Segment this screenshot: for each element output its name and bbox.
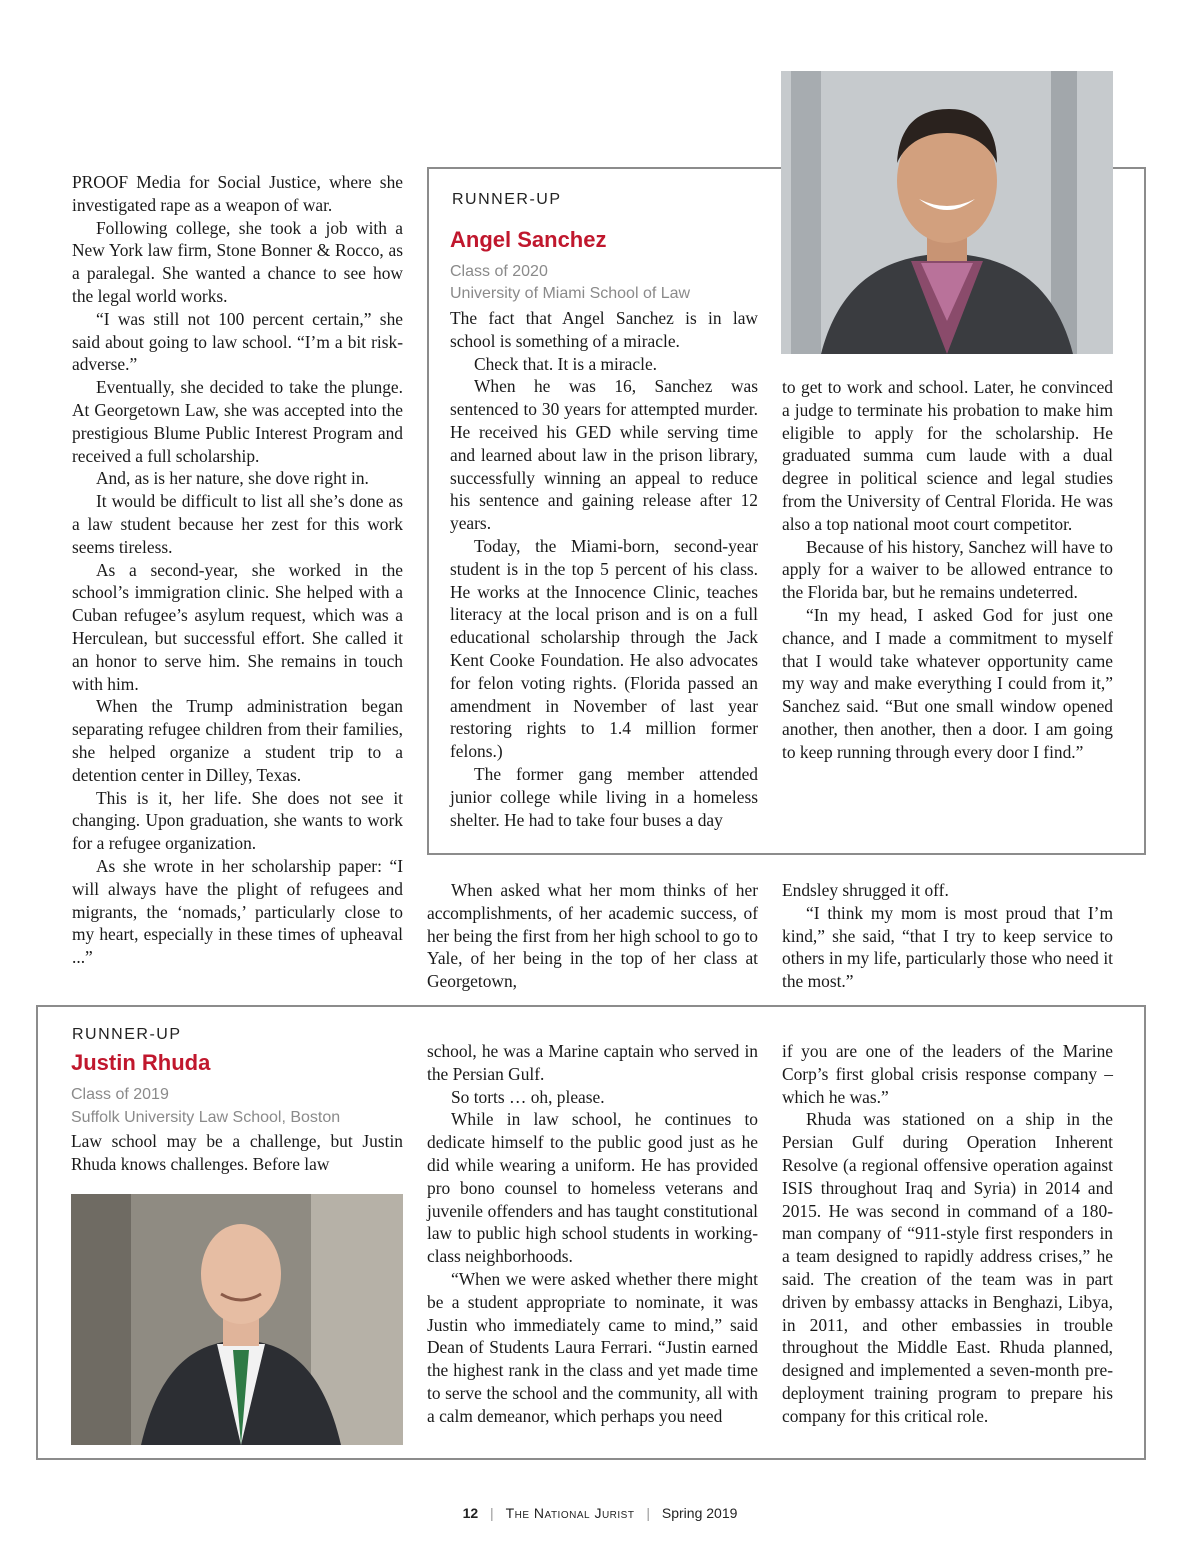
- issue-date: Spring 2019: [661, 1505, 738, 1521]
- rhuda-portrait-icon: [71, 1194, 403, 1445]
- left-column-story: [72, 171, 403, 969]
- middle-story-column-2: [782, 879, 1113, 993]
- rhuda-paragraph: Rhuda was stationed on a ship in the Persian Gulf during Operation Inherent Resolve (a regional offensive operation against ISIS throughout Iraq and Syria) in 2014 and 2015. He was second in command of a 180-man company of “911-style first responders in a team designed to rapidly address crises,” he said. The creation of the team was in part driven by embassy attacks in Benghazi, Libya, in 2011, and other embassies in trouble throughout the Middle East. Rhuda planned, designed and implemented a seven-month pre-deployment training program to prepare his company for this critical role.: [782, 1109, 1113, 1426]
- rhuda-school: Suffolk University Law School, Boston: [71, 1109, 341, 1126]
- rhuda-intro: [71, 1130, 403, 1176]
- footer-divider: |: [646, 1505, 650, 1521]
- sanchez-column-1: [450, 307, 758, 831]
- story-paragraph: Eventually, she decided to take the plunge. At Georgetown Law, she was accepted into the prestigious Blume Public Interest Program and received a full scholarship.: [72, 377, 403, 466]
- sanchez-school: University of Miami School of Law: [450, 285, 691, 302]
- story-paragraph: Following college, she took a job with a New York law firm, Stone Bonner & Rocco, as a paralegal. She wanted a chance to see how the legal world works.: [72, 217, 403, 306]
- story-paragraph: It would be difficult to list all she’s done as a law student because her zest for this work seems tireless.: [72, 491, 403, 557]
- sanchez-paragraph: When he was 16, Sanchez was sentenced to 30 years for attempted murder. He received his GED while serving time and learned about law in the prison library, successfully winning an appeal to reduce his sentence and gaining release after 12 years.: [450, 376, 758, 534]
- rhuda-kicker: RUNNER-UP: [72, 1026, 182, 1043]
- footer-divider: |: [490, 1505, 494, 1521]
- sanchez-name: Angel Sanchez: [450, 227, 607, 252]
- middle-story-paragraph: When asked what her mom thinks of her accomplishments, of her academic success, of her being the first from her high school to go to Yale, of her being in the top of her class at Georgetown,: [427, 880, 758, 992]
- sanchez-portrait-icon: [781, 71, 1113, 354]
- rhuda-paragraph: “When we were asked whether there might be a student appropriate to nominate, it was Justin who immediately came to mind,” said Dean of Students Laura Ferrari. “Justin earned the highest rank in the class and yet made time to serve the school and the community, all with a calm demeanor, which perhaps you need: [427, 1268, 758, 1426]
- sanchez-paragraph: to get to work and school. Later, he convinced a judge to terminate his probation to make him eligible to apply for the scholarship. He graduated summa cum laude with a dual degree in political science and legal studies from the University of Central Florida. He was also a top national moot court competitor.: [782, 377, 1113, 534]
- story-paragraph: PROOF Media for Social Justice, where she investigated rape as a weapon of war.: [72, 172, 403, 215]
- story-paragraph: “I was still not 100 percent certain,” she said about going to law school. “I’m a bit risk-adverse.”: [72, 308, 403, 375]
- rhuda-paragraph: if you are one of the leaders of the Marine Corp’s first global crisis response company – which he was.”: [782, 1041, 1113, 1107]
- rhuda-paragraph: While in law school, he continues to dedicate himself to the public good just as he did while wearing a uniform. He has provided pro bono counsel to homeless veterans and juvenile offenders and has taught constitutional law to public high school students in working-class neighborhoods.: [427, 1109, 758, 1267]
- story-paragraph: As a second-year, she worked in the school’s immigration clinic. She helped with a Cuban refugee’s asylum request, which was a Herculean, but successful effort. She called it an honor to serve him. She remains in touch with him.: [72, 559, 403, 694]
- sanchez-paragraph: Today, the Miami-born, second-year student is in the top 5 percent of his class. He works at the Innocence Clinic, teaches literacy at the local prison and is on a full educational scholarship through the Jack Kent Cooke Foundation. He also advocates for felon voting rights. (Florida passed an amendment in November of last year restoring rights to 1.4 million former felons.): [450, 535, 758, 762]
- page-number: 12: [462, 1505, 479, 1521]
- story-paragraph: When the Trump administration began separating refugee children from their families, she helped organize a student trip to a detention center in Dilley, Texas.: [72, 696, 403, 785]
- sanchez-paragraph: Check that. It is a miracle.: [474, 353, 658, 374]
- rhuda-column-2: [427, 1040, 758, 1428]
- rhuda-paragraph: school, he was a Marine captain who served in the Persian Gulf.: [427, 1041, 758, 1084]
- rhuda-paragraph: Law school may be a challenge, but Justin Rhuda knows challenges. Before law: [71, 1131, 403, 1174]
- sanchez-paragraph: The fact that Angel Sanchez is in law school is something of a miracle.: [450, 308, 758, 351]
- rhuda-name: Justin Rhuda: [71, 1050, 211, 1075]
- sanchez-column-2: [782, 376, 1113, 764]
- page-footer: [0, 1505, 1200, 1521]
- sanchez-paragraph: “In my head, I asked God for just one chance, and I made a commitment to myself that I would take whatever opportunity came my way and make everything I could from it,” Sanchez said. “But one small window opened another, then another, then a door. I am going to keep running through every door I find.”: [782, 604, 1113, 762]
- sanchez-photo: [781, 71, 1113, 354]
- middle-story-column-1: [427, 879, 758, 993]
- story-paragraph: And, as is her nature, she dove right in.: [96, 468, 369, 489]
- sanchez-class-year: Class of 2020: [450, 263, 548, 280]
- publication-name: The National Jurist: [505, 1505, 635, 1521]
- story-paragraph: This is it, her life. She does not see it changing. Upon graduation, she wants to work for a refugee organization.: [72, 787, 403, 854]
- sanchez-paragraph: Because of his history, Sanchez will have to apply for a waiver to be allowed entrance to the Florida bar, but he remains undeterred.: [782, 536, 1113, 603]
- sanchez-paragraph: The former gang member attended junior college while living in a homeless shelter. He had to take four buses a day: [450, 763, 758, 830]
- rhuda-class-year: Class of 2019: [71, 1086, 169, 1103]
- middle-story-paragraph: Endsley shrugged it off.: [782, 880, 949, 900]
- rhuda-photo: [71, 1194, 403, 1445]
- story-paragraph: As she wrote in her scholarship paper: “I will always have the plight of refugees and migrants, the ‘nomads,’ particularly close to my heart, especially in these times of upheaval ...”: [72, 855, 403, 968]
- middle-story-paragraph: “I think my mom is most proud that I’m kind,” she said, “that I try to keep service to others in my life, particularly those who need it the most.”: [782, 902, 1113, 992]
- sanchez-kicker: RUNNER-UP: [452, 191, 562, 208]
- rhuda-column-3: [782, 1040, 1113, 1428]
- rhuda-paragraph: So torts … oh, please.: [451, 1086, 605, 1107]
